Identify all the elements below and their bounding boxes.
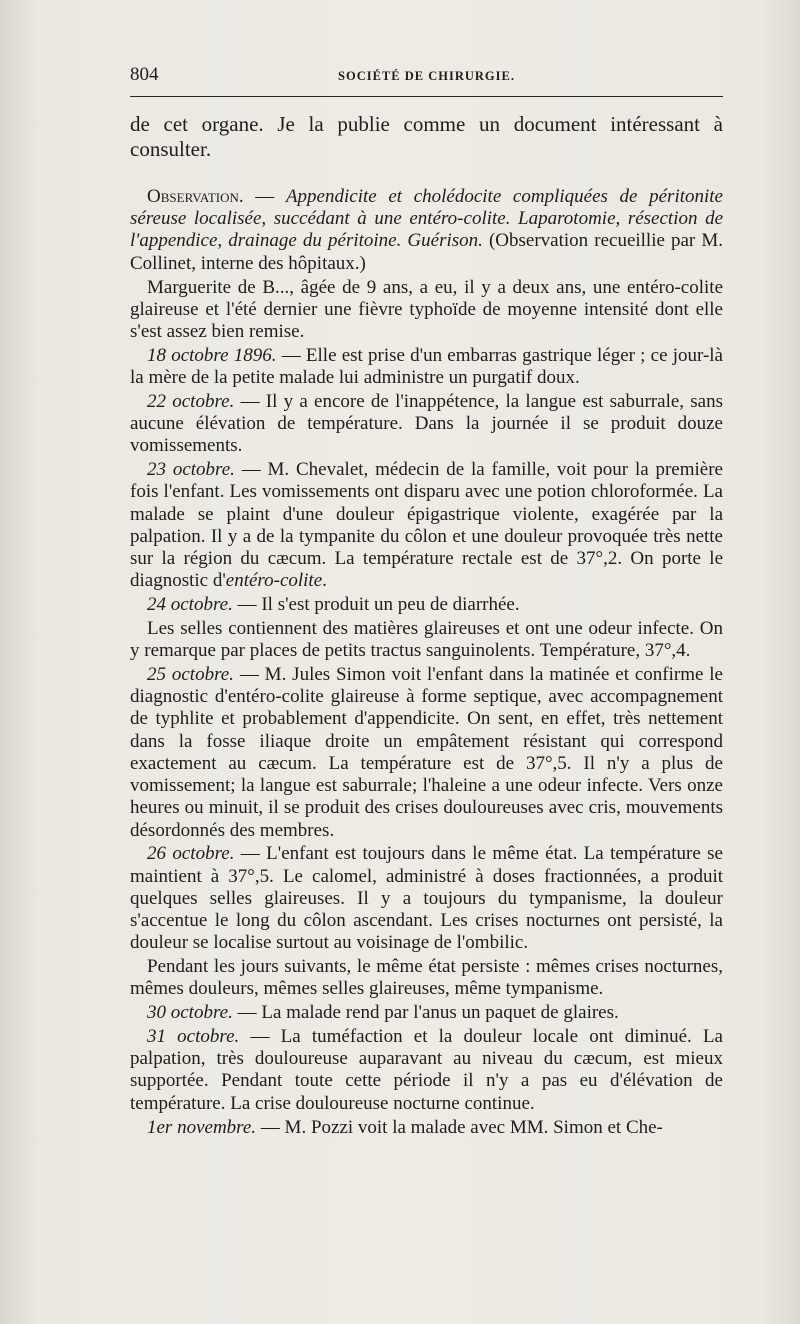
paragraph-text: — M. Chevalet, médecin de la famille, voit pour la première fois l'enfant. Les vomissements ont disparu avec une potion chloroformée. La malade se plaint d'une douleur épigastrique violente, exagérée par la palpation. Il y a de la tympanite du côlon et une douleur provoquée très nette sur la région du cæcum. La température rectale est de 37°,2. On porte le diagnostic d' — [130, 459, 723, 592]
intro-paragraph: de cet organe. Je la publie comme un document intéressant à consulter. — [130, 112, 723, 161]
paragraph-date: 31 octobre. — [147, 1026, 240, 1048]
paragraph — [130, 391, 723, 458]
paragraph-date: 30 octobre. — [147, 1002, 233, 1024]
paragraph-italic-term: entéro-colite — [225, 570, 323, 592]
paragraph-text: — La malade rend par l'anus un paquet de glaires. — [232, 1002, 619, 1024]
paragraph — [130, 664, 723, 842]
header-rule — [130, 96, 723, 97]
paragraph-text: — M. Jules Simon voit l'enfant dans la matinée et confirme le diagnostic d'entéro-colite glaireuse à forme septique, avec accompagnement de typhlite et probablement d'appendicite. On sent, en effet, très nettement dans la fosse iliaque droite un empâtement résistant qui correspond exactement au cæcum. La température est de 37°,5. Il n'y a plus de vomissement; la langue est saburrale; l'haleine a une odeur infecte. Vers onze heures ou minuit, il se produit des crises douloureuses avec cris, mouvements désordonnés des membres. — [130, 664, 723, 841]
paragraph-text: — M. Pozzi voit la malade avec MM. Simon et Che- — [256, 1116, 663, 1138]
running-title: SOCIÉTÉ DE CHIRURGIE. — [338, 69, 515, 83]
page-number: 804 — [130, 64, 159, 85]
paragraph-text: — Il s'est produit un peu de diarrhée. — [232, 594, 520, 616]
paragraph-date: 24 octobre. — [147, 594, 233, 616]
paragraph — [130, 345, 723, 389]
paragraph-text: — La tuméfaction et la douleur locale ont diminué. La palpation, très douloureuse auparavant au niveau du cæcum, est mieux supportée. Pendant toute cette période il n'y a pas eu d'élévation de température. La crise douloureuse nocturne continue. — [130, 1026, 723, 1114]
observation-title: Appendicite et cholédocite compliquées de péritonite séreuse localisée, succédant à une entéro-colite. Laparotomie, résection de l'appendice, drainage du péritoine. Guérison. — [130, 186, 723, 252]
paragraph-text: Marguerite de B..., âgée de 9 ans, a eu, il y a deux ans, une entéro-colite glaireuse et l'été dernier une fièvre typhoïde de moyenne intensité dont elle s'est assez bien remise. — [130, 276, 723, 342]
observation-heading — [130, 186, 723, 275]
paragraph — [130, 594, 723, 616]
paragraph — [130, 1002, 723, 1024]
paragraph-tail: . — [322, 570, 327, 592]
paragraph-text: — Il y a encore de l'inappétence, la langue est saburrale, sans aucune élévation de température. Dans la journée il se produit douze vomissements. — [130, 390, 723, 457]
paragraph — [130, 277, 723, 344]
paragraph — [130, 1117, 723, 1139]
paragraph-text: — L'enfant est toujours dans le même état. La température se maintient à 37°,5. Le calomel, administré à doses fractionnées, a produit quelques selles glaireuses. Il y a toujours du tympanisme, la douleur s'accentue le long du côlon ascendant. Les crises nocturnes ont persisté, la douleur se localise surtout au voisinage de l'ombilic. — [130, 843, 723, 954]
paragraph-text: Pendant les jours suivants, le même état persiste : mêmes crises nocturnes, mêmes douleurs, mêmes selles glaireuses, même tympanisme. — [130, 956, 723, 1000]
paragraph-text: — Elle est prise d'un embarras gastrique léger ; ce jour-là la mère de la petite malade lui administre un purgatif doux. — [130, 344, 723, 388]
paragraph-date: 1er novembre. — [147, 1116, 257, 1138]
paragraph — [130, 956, 723, 1000]
paragraph-date: 22 octobre. — [147, 390, 235, 412]
paragraph-date: 26 octobre. — [147, 843, 235, 865]
observation-dash: — — [243, 186, 286, 207]
paragraph-date: 25 octobre. — [147, 664, 234, 686]
page-body — [130, 112, 723, 1140]
paragraph-date: 18 octobre 1896. — [147, 344, 277, 366]
paragraph-text: Les selles contiennent des matières glaireuses et ont une odeur infecte. On y remarque par places de petits tractus sanguinolents. Température, 37°,4. — [130, 617, 723, 662]
paragraph — [130, 843, 723, 954]
page-header — [130, 60, 723, 92]
paragraph — [130, 1026, 723, 1115]
paragraph — [130, 618, 723, 662]
observation-label: Observation. — [147, 186, 244, 207]
paragraph — [130, 459, 723, 592]
observation-note: (Observation recueillie par M. Collinet, interne des hôpitaux.) — [130, 230, 723, 274]
paragraph-date: 23 octobre. — [147, 459, 235, 481]
